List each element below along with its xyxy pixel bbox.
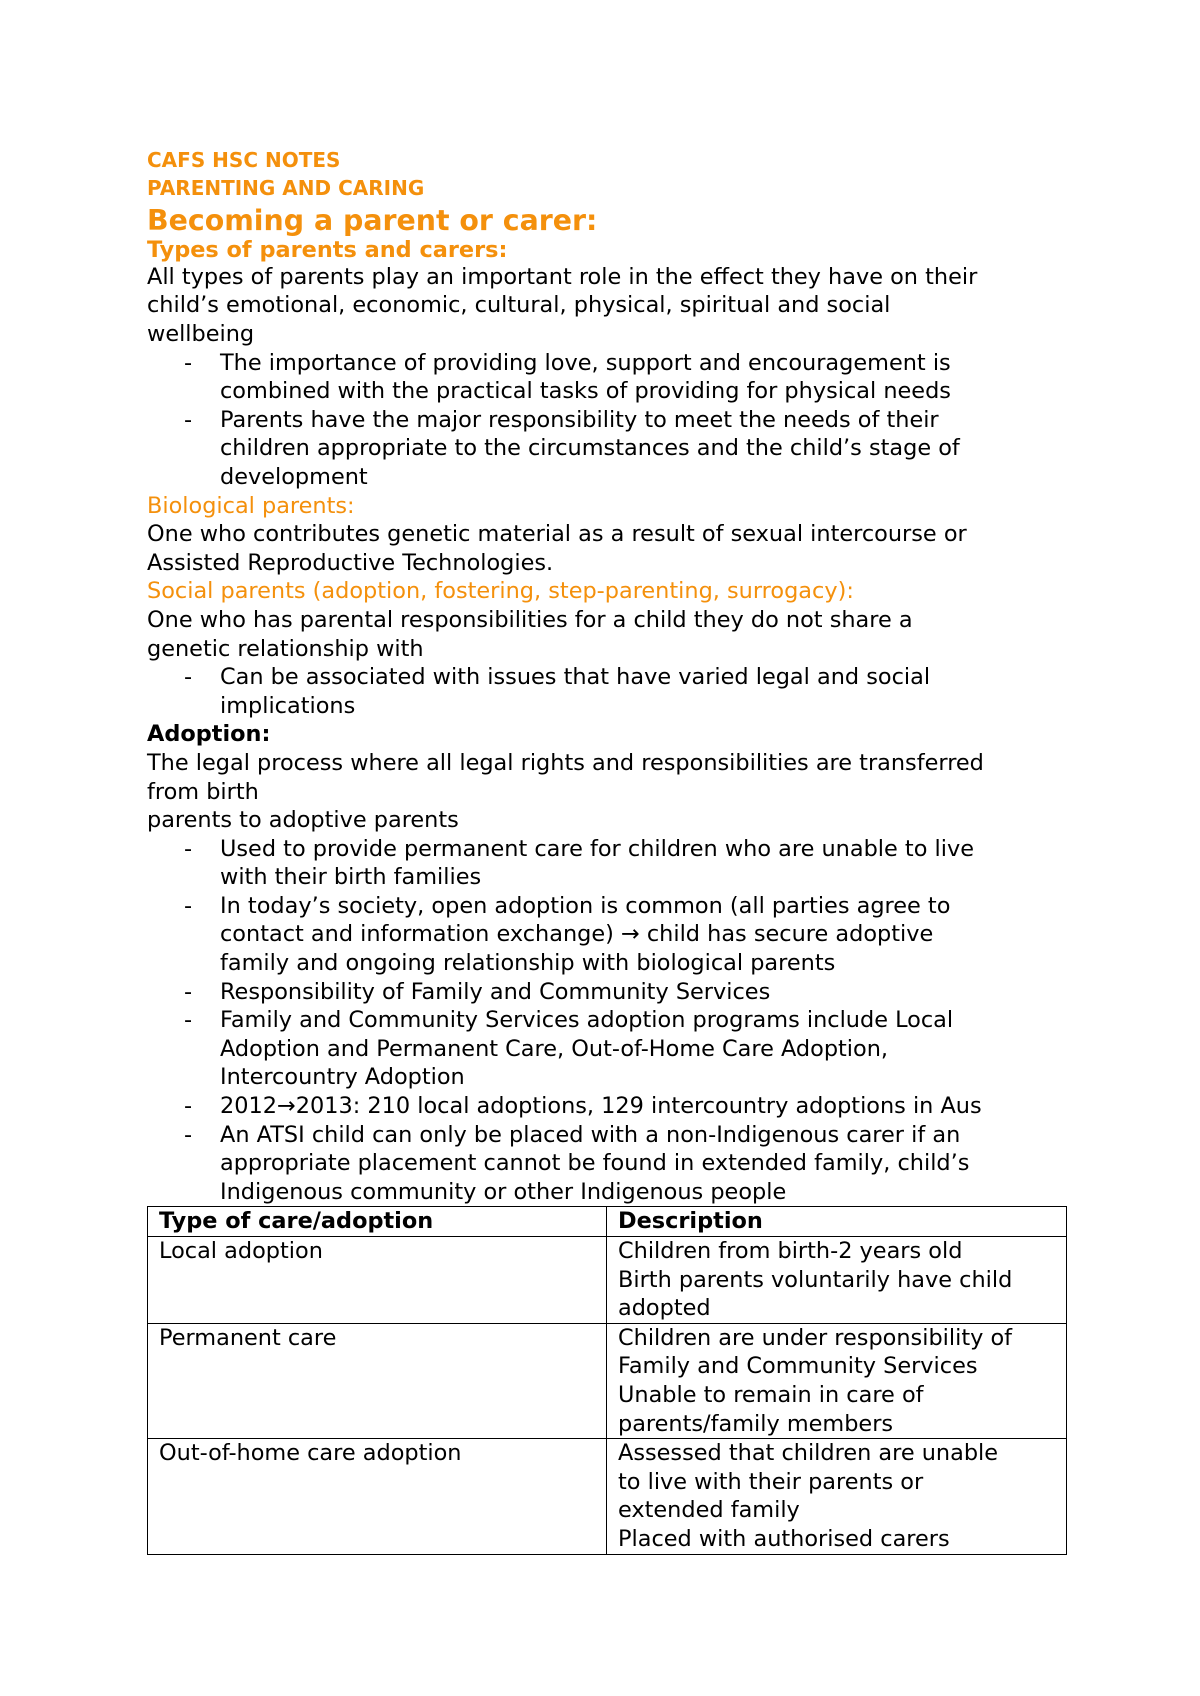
table-cell-description [607, 1439, 1067, 1554]
description-line: Placed with authorised carers [618, 1525, 950, 1552]
bullet-dash: - [184, 349, 193, 376]
module-title: PARENTING AND CARING [147, 176, 425, 201]
adoption-line: The legal process where all legal rights and responsibilities are transferred [147, 749, 984, 776]
page-title: Becoming a parent or carer: [147, 203, 598, 237]
bullet-item [147, 835, 1067, 892]
table-cell-type: Out-of-home care adoption [148, 1439, 607, 1554]
social-line: One who has parental responsibilities for a child they do not share a [147, 606, 913, 633]
section-heading-biological: Biological parents: [147, 492, 355, 519]
intro-line: wellbeing [147, 321, 255, 347]
bullet-text: Indigenous community or other Indigenous people [220, 1178, 787, 1205]
bullet-item [147, 349, 1067, 406]
bullet-text: Can be associated with issues that have varied legal and social [220, 664, 931, 691]
description-line: Birth parents voluntarily have child [618, 1266, 1013, 1293]
bullet-item [147, 663, 1067, 720]
bullet-text: children appropriate to the circumstances and the child’s stage of [220, 435, 960, 462]
section-heading-social: Social parents (adoption, fostering, step-parenting, surrogacy): [147, 578, 854, 605]
bullet-dash: - [184, 978, 193, 1005]
bullet-text: Family and Community Services adoption programs include Local [220, 1007, 954, 1034]
bullet-text: 2012→2013: 210 local adoptions, 129 intercountry adoptions in Aus [220, 1093, 982, 1120]
bullet-dash: - [184, 1121, 193, 1148]
table-cell-description [607, 1237, 1067, 1324]
bullet-text: combined with the practical tasks of providing for physical needs [220, 378, 951, 405]
bullet-text: with their birth families [220, 864, 482, 891]
description-line: extended family [618, 1497, 800, 1524]
table-header-type: Type of care/adoption [148, 1207, 607, 1237]
bullet-text: implications [220, 692, 356, 719]
section-heading-types: Types of parents and carers: [147, 236, 508, 263]
bullet-text: Used to provide permanent care for children who are unable to live [220, 835, 974, 862]
bullet-text: Parents have the major responsibility to meet the needs of their [220, 406, 939, 433]
table-cell-description [607, 1323, 1067, 1438]
bullet-text: family and ongoing relationship with biological parents [220, 950, 836, 977]
description-line: to live with their parents or [618, 1468, 924, 1495]
bullet-dash: - [184, 406, 193, 433]
table-header-row [148, 1207, 1067, 1237]
table-cell-type: Local adoption [148, 1237, 607, 1324]
social-line: genetic relationship with [147, 635, 424, 662]
table-header-description: Description [607, 1207, 1067, 1237]
bullet-dash: - [184, 1093, 193, 1120]
bullet-item [147, 406, 1067, 492]
bullet-item [147, 1121, 1067, 1207]
biological-line: One who contributes genetic material as a result of sexual intercourse or [147, 521, 967, 548]
document-page [147, 146, 1067, 1555]
description-line: parents/family members [618, 1410, 894, 1437]
section-heading-adoption: Adoption: [147, 721, 271, 748]
description-line: Family and Community Services [618, 1353, 978, 1380]
table-row [148, 1237, 1067, 1324]
description-line: adopted [618, 1295, 711, 1322]
bullet-dash: - [184, 892, 193, 919]
care-types-table [147, 1206, 1067, 1554]
course-title: CAFS HSC NOTES [147, 148, 341, 172]
bullet-text: development [220, 463, 368, 490]
bullet-text: In today’s society, open adoption is common (all parties agree to [220, 892, 951, 919]
description-line: Assessed that children are unable [618, 1440, 999, 1467]
table-row [148, 1323, 1067, 1438]
description-line: Children are under responsibility of [618, 1324, 1013, 1351]
bullet-item [147, 1092, 1067, 1121]
bullet-dash: - [184, 664, 193, 691]
bullet-text: The importance of providing love, support and encouragement is [220, 349, 951, 376]
bullet-text: Intercountry Adoption [220, 1064, 465, 1091]
table-row [148, 1439, 1067, 1554]
table-cell-type: Permanent care [148, 1323, 607, 1438]
bullet-dash: - [184, 1007, 193, 1034]
bullet-item [147, 1006, 1067, 1092]
intro-line: child’s emotional, economic, cultural, physical, spiritual and social [147, 292, 891, 319]
bullet-text: contact and information exchange) → child has secure adoptive [220, 921, 934, 948]
bullet-item [147, 892, 1067, 978]
description-line: Children from birth-2 years old [618, 1238, 963, 1264]
bullet-text: An ATSI child can only be placed with a non-Indigenous carer if an [220, 1121, 961, 1148]
bullet-item [147, 978, 1067, 1007]
intro-line: All types of parents play an important role in the effect they have on their [147, 263, 978, 290]
bullet-text: Responsibility of Family and Community Services [220, 978, 771, 1005]
adoption-line: parents to adoptive parents [147, 807, 459, 834]
biological-line: Assisted Reproductive Technologies. [147, 549, 554, 576]
bullet-text: appropriate placement cannot be found in extended family, child’s [220, 1150, 970, 1177]
bullet-text: Adoption and Permanent Care, Out-of-Home Care Adoption, [220, 1035, 889, 1062]
bullet-dash: - [184, 835, 193, 862]
adoption-line: from birth [147, 778, 259, 805]
description-line: Unable to remain in care of [618, 1381, 924, 1408]
